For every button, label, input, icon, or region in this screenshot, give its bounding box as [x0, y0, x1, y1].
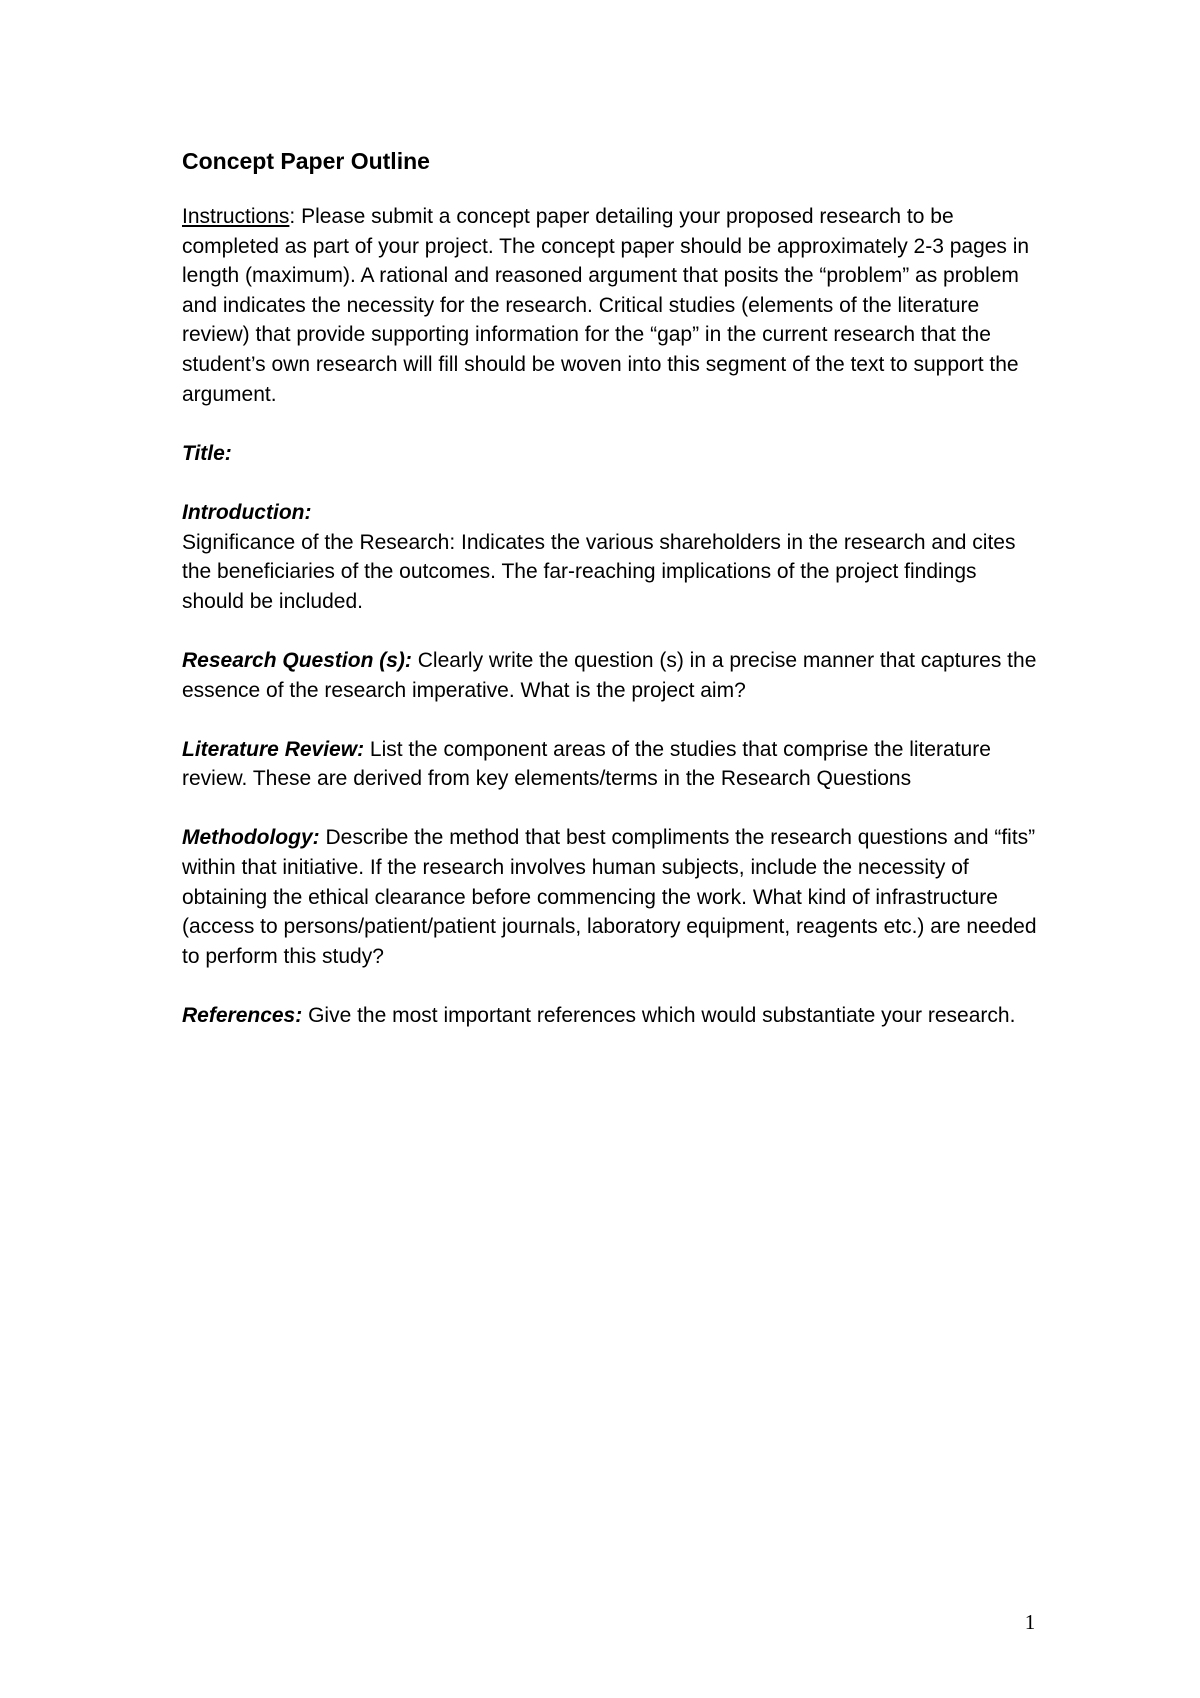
- section-research-questions: [182, 646, 1042, 705]
- instructions-label: Instructions: [182, 205, 290, 228]
- section-heading-title: Title:: [182, 441, 232, 465]
- section-heading-methodology: Methodology:: [182, 826, 320, 850]
- section-text-references: Give the most important references which would substantiate your research.: [302, 1004, 1016, 1028]
- section-heading-literature-review: Literature Review:: [182, 737, 365, 761]
- section-text-methodology: Describe the method that best compliments the research questions and “fits” within that initiative. If the research involves human subjects, include the necessity of obtaining the ethical clearance before commencing the work. What kind of infrastructure (access to persons/patient/patient journals, laboratory equipment, reagents etc.) are needed to perform this study?: [182, 826, 1037, 968]
- section-text-introduction: Significance of the Research: Indicates the various shareholders in the research and cites the beneficiaries of the outcomes. The far-reaching implications of the project findings should be included.: [182, 530, 1016, 613]
- instructions-paragraph: [182, 202, 1042, 409]
- section-heading-references: References:: [182, 1004, 303, 1028]
- section-references: [182, 1001, 1042, 1031]
- instructions-text: Please submit a concept paper detailing your proposed research to be completed as part of your project. The concept paper should be approximately 2-3 pages in length (maximum). A rational and reasoned argument that posits the “problem” as problem and indicates the necessity for the research. Critical studies (elements of the literature review) that provide supporting information for the “gap” in the current research that the student’s own research will fill should be woven into this segment of the text to support the argument.: [182, 205, 1030, 406]
- section-text-research-questions: Clearly write the question (s) in a precise manner that captures the essence of the research imperative. What is the project aim?: [182, 648, 1037, 702]
- document-body: [182, 146, 1042, 1060]
- section-heading-research-questions: Research Question (s):: [182, 648, 412, 672]
- section-literature-review: [182, 735, 1042, 794]
- section-methodology: [182, 823, 1042, 971]
- section-heading-introduction: Introduction:: [182, 500, 312, 524]
- section-introduction: [182, 498, 1042, 616]
- section-text-literature-review: List the component areas of the studies that comprise the literature review. These are derived from key elements/terms in the Research Questions: [182, 737, 991, 791]
- instructions-separator: :: [289, 205, 296, 228]
- section-title: [182, 439, 1042, 469]
- page-number: 1: [1024, 1610, 1036, 1634]
- document-title: Concept Paper Outline: [182, 148, 430, 174]
